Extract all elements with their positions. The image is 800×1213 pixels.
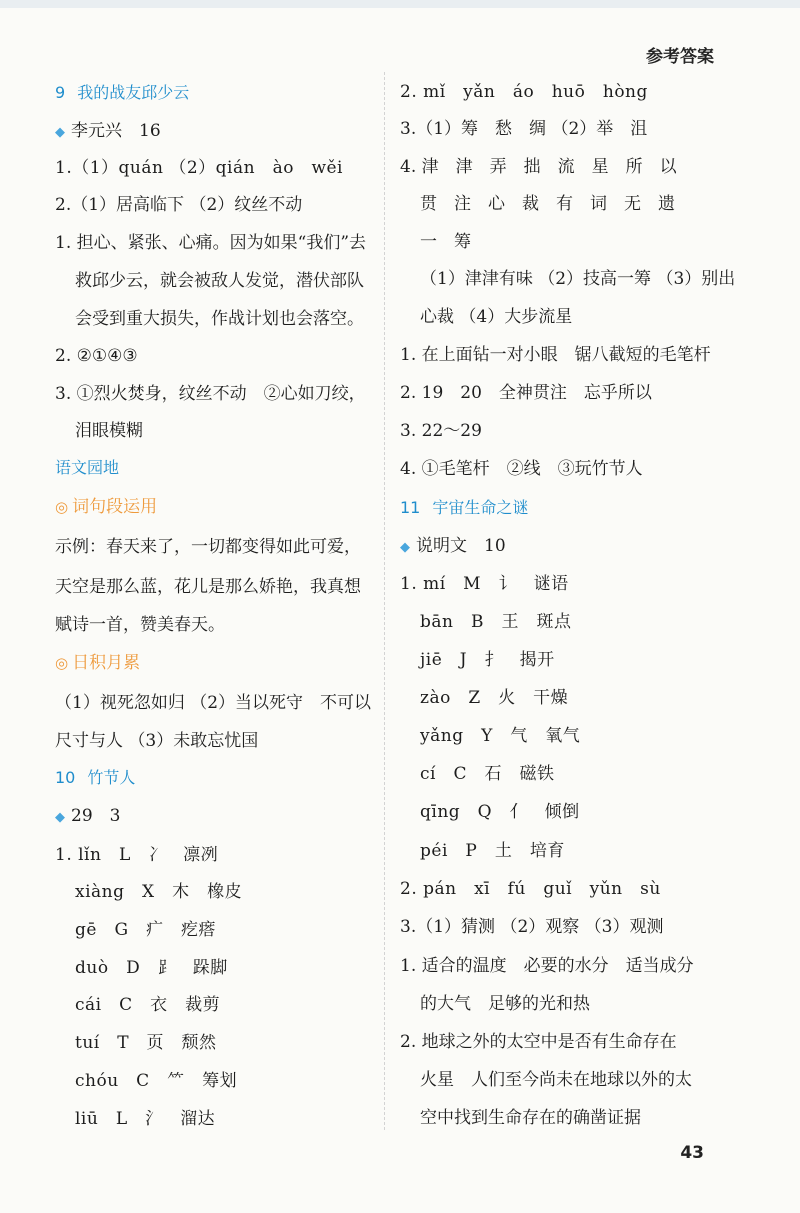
section-11-badge (400, 533, 506, 561)
answer-line: 的大气 足够的光和热 (420, 994, 590, 1014)
circle-icon: ◎ (55, 498, 69, 516)
answer-line: 2. 地球之外的太空中是否有生命存在 (400, 1032, 677, 1052)
answer-line: yǎng Y 气 氧气 (420, 726, 581, 746)
badge-text: 说明文 10 (416, 536, 506, 556)
yuwen-yuandi-heading: 语文园地 (55, 458, 120, 477)
answer-line: 1. mí M 讠 谜语 (400, 574, 569, 594)
section-number: 11 (400, 498, 421, 517)
answer-line: 1. 适合的温度 必要的水分 适当成分 (400, 956, 694, 976)
page-number: 43 (680, 1143, 704, 1163)
answer-line: （1）视死忽如归 （2）当以死守 不可以 (55, 693, 372, 713)
answer-line: zào Z 火 干燥 (420, 688, 569, 708)
answer-line: xiàng X 木 橡皮 (75, 882, 243, 902)
answer-line: 一 筹 (420, 232, 471, 252)
answer-line: 尺寸与人 （3）未敢忘忧国 (55, 731, 259, 751)
answer-line: 会受到重大损失，作战计划也会落空。 (75, 309, 364, 329)
answer-line: 1.（1）quán （2）qián ào wěi (55, 158, 343, 178)
answer-line: 3. 22～29 (400, 421, 482, 441)
answer-line: péi P 土 培育 (420, 841, 565, 861)
answer-line: 天空是那么蓝，花儿是那么娇艳，我真想 (55, 577, 361, 597)
answer-line: 4. 津 津 弄 拙 流 星 所 以 (400, 157, 677, 177)
answer-line: 贯 注 心 裁 有 词 无 遗 (420, 194, 675, 214)
answer-line: 3.（1）猜测 （2）观察 （3）观测 (400, 917, 664, 937)
section-10-heading (55, 765, 135, 791)
answer-line: 4. ①毛笔杆 ②线 ③玩竹节人 (400, 459, 643, 479)
answer-line: 3. ①烈火焚身，纹丝不动 ②心如刀绞， (55, 384, 366, 404)
answer-line: （1）津津有味 （2）技高一筹 （3）别出 (420, 269, 736, 289)
answer-line: cí C 石 磁铁 (420, 764, 555, 784)
subheading-text: 日积月累 (72, 653, 141, 673)
answer-line: duò D ⻊ 跺脚 (75, 958, 228, 978)
answer-line: 2. mǐ yǎn áo huō hòng (400, 82, 648, 102)
section-11-heading (400, 495, 528, 521)
answer-line: 3.（1）筹 愁 绸 （2）举 沮 (400, 119, 648, 139)
section-number: 9 (55, 83, 66, 102)
answer-line: 2. 19 20 全神贯注 忘乎所以 (400, 383, 652, 403)
section-9-badge (55, 118, 161, 146)
answer-line: qīng Q 亻 倾倒 (420, 802, 580, 822)
page-header-title: 参考答案 (646, 47, 714, 67)
diamond-icon: ◆ (55, 125, 65, 140)
section-10-badge (55, 803, 120, 831)
answer-line: bān B 王 斑点 (420, 612, 572, 632)
section-title: 竹节人 (87, 768, 136, 787)
answer-line: 火星 人们至今尚未在地球以外的太 (420, 1070, 692, 1090)
answer-line: 1. 在上面钻一对小眼 锯八截短的毛笔杆 (400, 345, 711, 365)
badge-text: 李元兴 16 (71, 121, 161, 141)
diamond-icon: ◆ (55, 810, 65, 825)
answer-line: 示例：春天来了，一切都变得如此可爱， (55, 537, 361, 557)
answer-line: jiē J 扌 揭开 (420, 650, 555, 670)
column-divider (384, 72, 385, 1130)
answer-line: liū L 氵 溜达 (75, 1109, 216, 1129)
subheading-rijiyuelei (55, 650, 140, 676)
answer-line: 1. 担心、紧张、心痛。因为如果“我们”去 (55, 233, 367, 253)
answer-line: tuí T 页 颓然 (75, 1033, 217, 1053)
subheading-cijuduan (55, 494, 157, 520)
answer-line: 2.（1）居高临下 （2）纹丝不动 (55, 195, 303, 215)
answer-line: 2. pán xī fú guǐ yǔn sù (400, 879, 661, 899)
section-title: 我的战友邱少云 (77, 83, 190, 102)
answer-line: 泪眼模糊 (75, 421, 143, 441)
answer-line: 心裁 （4）大步流星 (420, 307, 573, 327)
top-bar (0, 0, 800, 8)
diamond-icon: ◆ (400, 540, 410, 555)
answer-line: 1. lǐn L 冫 凛冽 (55, 845, 219, 865)
answer-line: 救邱少云，就会被敌人发觉，潜伏部队 (75, 271, 364, 291)
answer-line: chóu C ⺮ 筹划 (75, 1071, 238, 1091)
answer-line: 赋诗一首，赞美春天。 (55, 615, 225, 635)
answer-line: gē G 疒 疙瘩 (75, 920, 217, 940)
section-9-heading (55, 80, 189, 106)
answer-line: 空中找到生命存在的确凿证据 (420, 1108, 641, 1128)
answer-line: 2. ②①④③ (55, 346, 138, 366)
badge-text: 29 3 (71, 806, 121, 826)
answer-line: cái C 衣 裁剪 (75, 995, 221, 1015)
circle-icon: ◎ (55, 654, 69, 672)
subheading-text: 词句段运用 (72, 497, 158, 517)
section-title: 宇宙生命之谜 (432, 498, 529, 517)
section-number: 10 (55, 768, 76, 787)
